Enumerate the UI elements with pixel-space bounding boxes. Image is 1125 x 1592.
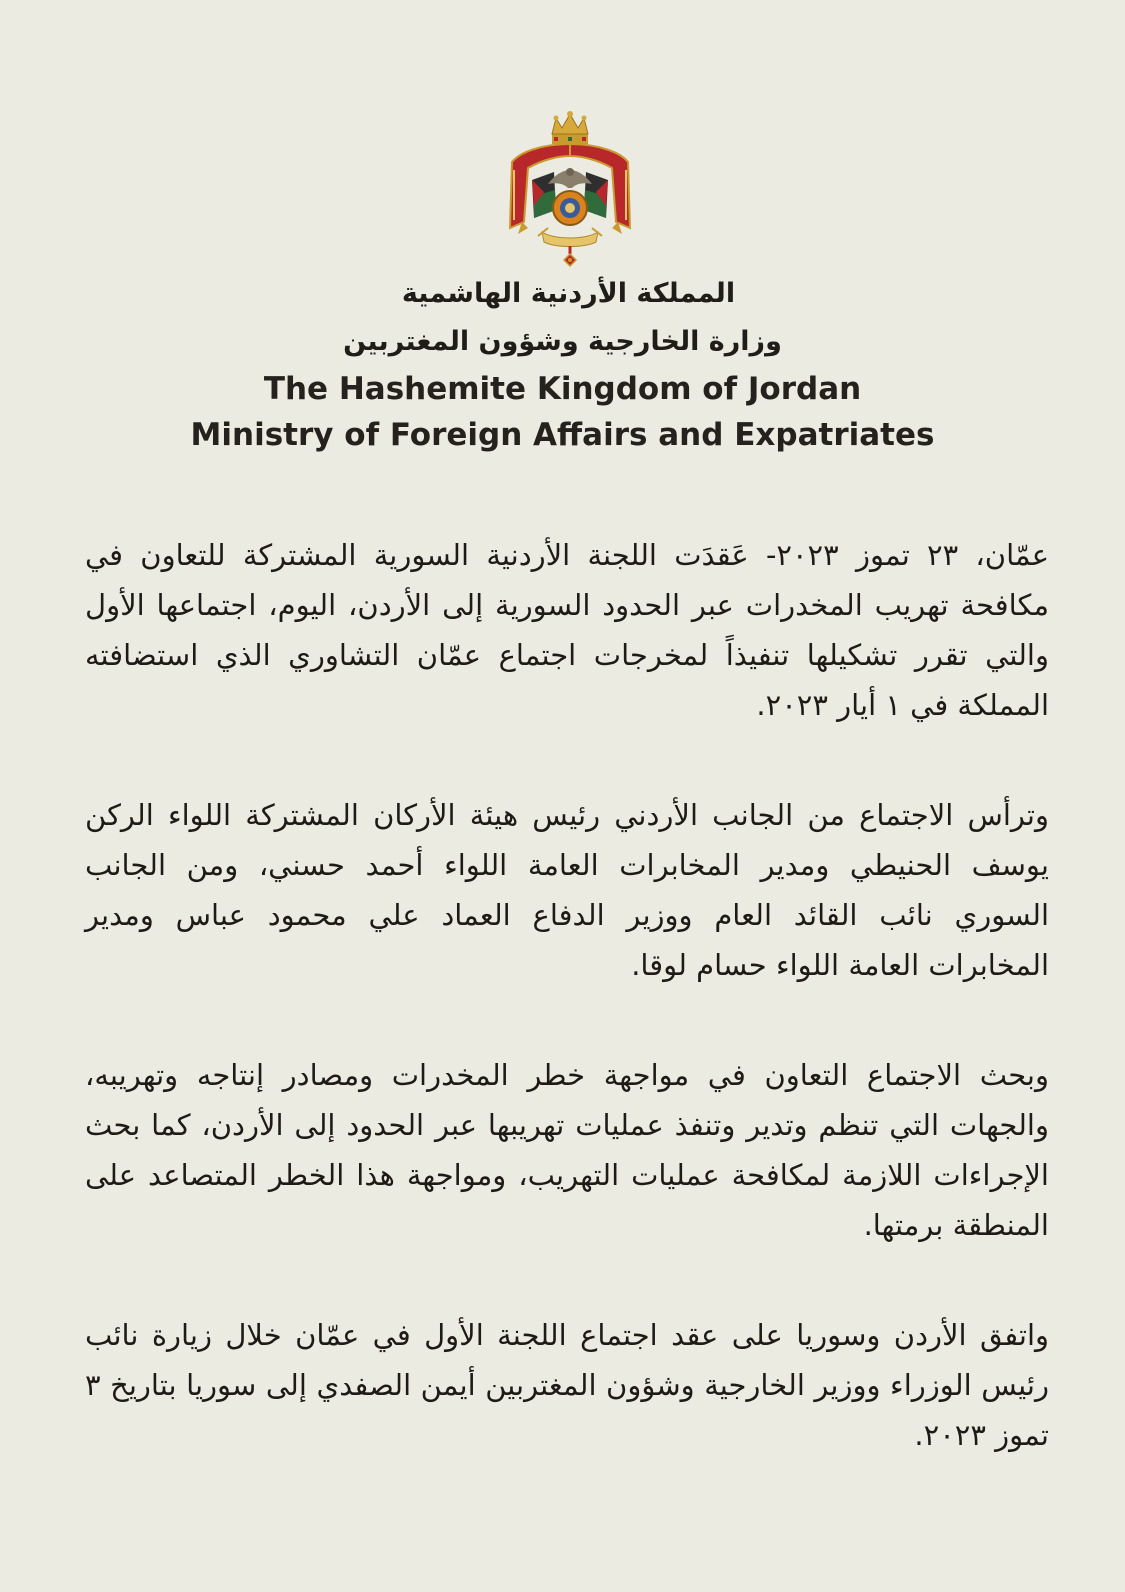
paragraph-4: واتفق الأردن وسوريا على عقد اجتماع اللجنة الأول في عمّان خلال زيارة نائب رئيس الوزراء ووزير الخارجية وشؤون المغتربين أيمن الصفدي إلى سوريا بتاريخ ٣ تموز ٢٠٢٣.: [85, 1318, 1049, 1452]
letterhead: [0, 270, 1125, 458]
coat-of-arms-icon: [502, 110, 638, 270]
crown-icon: [552, 111, 588, 144]
order-medal-icon: [564, 246, 576, 266]
scroll-icon: [538, 228, 602, 247]
kingdom-title-english: The Hashemite Kingdom of Jordan: [263, 371, 862, 407]
ministry-title-arabic: وزارة الخارجية وشؤون المغتربين: [343, 326, 782, 357]
paragraph-2: وترأس الاجتماع من الجانب الأردني رئيس هيئة الأركان المشتركة اللواء الركن يوسف الحنيطي ومدير المخابرات العامة اللواء أحمد حسني، ومن الجانب السوري نائب القائد العام ووزير الدفاع العماد علي محمود عباس ومدير المخابرات العامة اللواء حسام لوقا.: [85, 798, 1049, 982]
shield-icon: [553, 191, 587, 225]
paragraph-1: عمّان، ٢٣ تموز ٢٠٢٣- عَقدَت اللجنة الأردنية السورية المشتركة للتعاون في مكافحة تهريب المخدرات عبر الحدود السورية إلى الأردن، اليوم، اجتماعها الأول والتي تقرر تشكيلها تنفيذاً لمخرجات اجتماع عمّان التشاوري الذي استضافته المملكة في ١ أيار ٢٠٢٣.: [85, 538, 1049, 722]
ministry-title-english: Ministry of Foreign Affairs and Expatriates: [190, 417, 935, 453]
kingdom-title-arabic: المملكة الأردنية الهاشمية: [401, 278, 736, 309]
statement-body: [85, 530, 1049, 1520]
paragraph-3: وبحث الاجتماع التعاون في مواجهة خطر المخدرات ومصادر إنتاجه وتهريبه، والجهات التي تنظم وتدير وتنفذ عمليات تهريبها عبر الحدود إلى الأردن، كما بحث الإجراءات اللازمة لمكافحة عمليات التهريب، ومواجهة هذا الخطر المتصاعد على المنطقة برمتها.: [85, 1058, 1049, 1242]
